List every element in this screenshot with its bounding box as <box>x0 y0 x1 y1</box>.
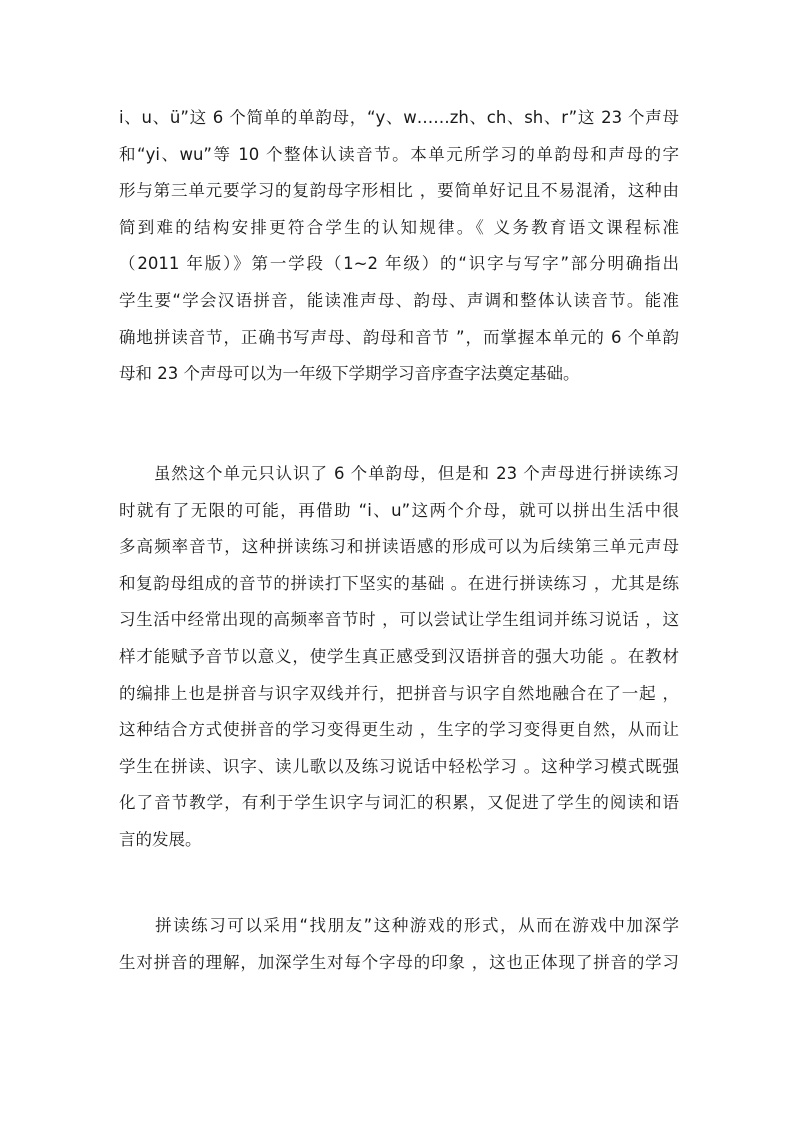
text-line: 多高频率音节，这种拼读练习和拼读语感的形成可以为后续第三单元声母 <box>119 537 679 557</box>
text-line: 言的发展。 <box>119 829 202 849</box>
text-line: 时就有了无限的可能，再借助 “i、u”这两个介母，就可以拼出生活中很 <box>119 500 679 520</box>
text-line: 的编排上也是拼音与识字双线并行，把拼音与识字自然地融合在了一起 ， <box>119 683 679 703</box>
text-line: 学生要“学会汉语拼音，能读准声母、韵母、声调和整体认读音节。能准 <box>119 290 679 310</box>
text-line: 生对拼音的理解，加深学生对每个字母的印象 ，这也正体现了拼音的学习 <box>119 952 679 972</box>
text-line: 和复韵母组成的音节的拼读打下坚实的基础 。在进行拼读练习 ，尤其是练 <box>119 573 679 593</box>
text-line: 化了音节教学，有利于学生识字与词汇的积累，又促进了学生的阅读和语 <box>119 793 679 813</box>
paragraph-3 <box>119 908 679 981</box>
text-line: 这种结合方式使拼音的学习变得更生动 ，生字的学习变得更自然，从而让 <box>119 720 679 740</box>
text-line: 母和 23 个声母可以为一年级下学期学习音序查字法奠定基础。 <box>119 364 580 384</box>
text-line: 和“yi、wu”等 10 个整体认读音节。本单元所学习的单韵母和声母的字 <box>119 144 679 164</box>
text-line: 虽然这个单元只认识了 6 个单韵母，但是和 23 个声母进行拼读练习 <box>119 464 679 483</box>
paragraph-1 <box>119 100 679 393</box>
paragraph-2 <box>119 456 679 859</box>
text-line: i、u、ü”这 6 个简单的单韵母，“y、w……zh、ch、sh、r”这 23 个声母 <box>119 108 679 127</box>
text-line: 简到难的结构安排更符合学生的认知规律。《 义务教育语文课程标准 <box>119 217 679 237</box>
text-line: 拼读练习可以采用“找朋友”这种游戏的形式，从而在游戏中加深学 <box>119 916 679 935</box>
text-line: （2011 年版）》第一学段（1~2 年级）的“识字与写字”部分明确指出 <box>119 254 679 274</box>
text-line: 样才能赋予音节以意义，使学生真正感受到汉语拼音的强大功能 。在教材 <box>119 646 679 666</box>
text-line: 学生在拼读、识字、读儿歌以及练习说话中轻松学习 。这种学习模式既强 <box>119 756 679 776</box>
text-line: 形与第三单元要学习的复韵母字形相比 ，要简单好记且不易混淆，这种由 <box>119 181 679 201</box>
text-line: 确地拼读音节，正确书写声母、韵母和音节 ”，而掌握本单元的 6 个单韵 <box>119 327 679 347</box>
text-line: 习生活中经常出现的高频率音节时 ，可以尝试让学生组词并练习说话 ，这 <box>119 610 679 630</box>
